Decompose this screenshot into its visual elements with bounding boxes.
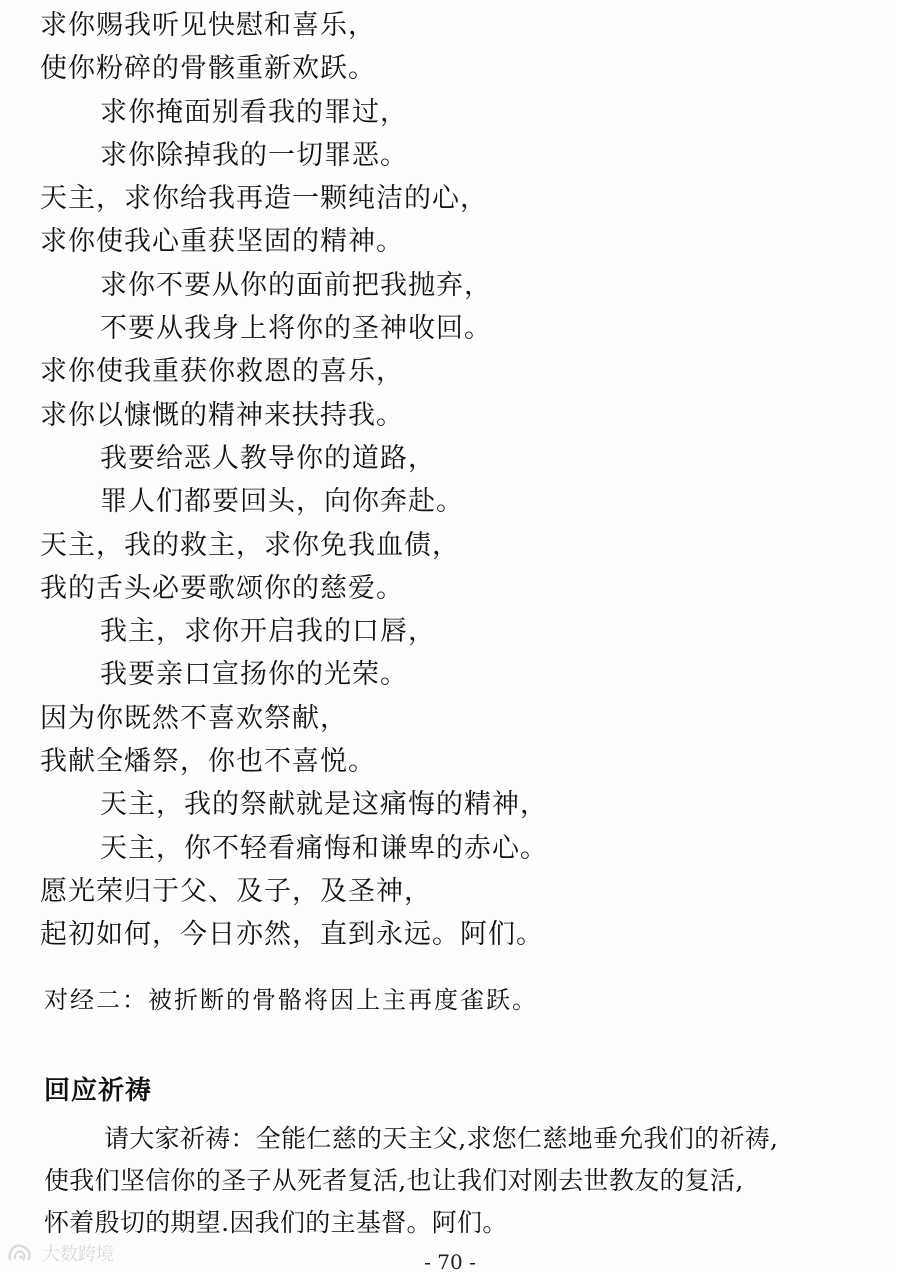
verse-line: 不要从我身上将你的圣神收回。 [100,313,492,345]
verse-line: 罪人们都要回头，向你奔赴。 [100,486,464,518]
verse-line: 天主，你不轻看痛悔和谦卑的赤心。 [100,832,548,864]
verse-line: 因为你既然不喜欢祭献， [40,702,348,734]
prayer-line: 怀着殷切的期望.因我们的主基督。阿们。 [44,1208,508,1237]
verse-line: 我献全燔祭，你也不喜悦。 [40,746,376,778]
verse-line: 求你使我重获你救恩的喜乐， [40,356,404,388]
verse-line: 求你除掉我的一切罪恶。 [100,139,408,171]
verse-line: 求你以慷慨的精神来扶持我。 [40,399,404,431]
verse-line: 天主，求你给我再造一颗纯洁的心， [40,183,488,215]
verse-line: 求你使我心重获坚固的精神。 [40,226,404,258]
verse-line: 我要亲口宣扬你的光荣。 [100,659,408,691]
page-number: - 70 - [424,1250,476,1274]
antiphon-line: 对经二：被折断的骨骼将因上主再度雀跃。 [44,986,538,1014]
verse-line: 天主，我的救主，求你免我血债， [40,529,460,561]
verse-line: 起初如何，今日亦然，直到永远。阿们。 [40,919,544,951]
verse-line: 使你粉碎的骨骸重新欢跃。 [40,53,376,85]
watermark-text: 大数跨境 [42,1244,114,1265]
psalm-text [40,4,880,957]
verse-line: 愿光荣归于父、及子，及圣神， [40,875,432,907]
verse-line: 求你赐我听见快慰和喜乐， [40,10,376,41]
verse-line: 我主，求你开启我的口唇， [100,616,436,648]
verse-line: 天主，我的祭献就是这痛悔的精神， [100,789,548,821]
closing-prayer [44,1118,889,1244]
prayer-line: 请大家祈祷：全能仁慈的天主父,求您仁慈地垂允我们的祈祷, [104,1124,779,1153]
prayer-line: 使我们坚信你的圣子从死者复活,也让我们对刚去世教友的复活, [44,1166,744,1195]
verse-line: 我要给恶人教导你的道路， [100,442,436,474]
verse-line: 我的舌头必要歌颂你的慈爱。 [40,572,404,604]
section-heading: 回应祈祷 [44,1076,153,1106]
verse-line: 求你不要从你的面前把我抛弃， [100,269,492,301]
verse-line: 求你掩面别看我的罪过， [100,96,408,128]
